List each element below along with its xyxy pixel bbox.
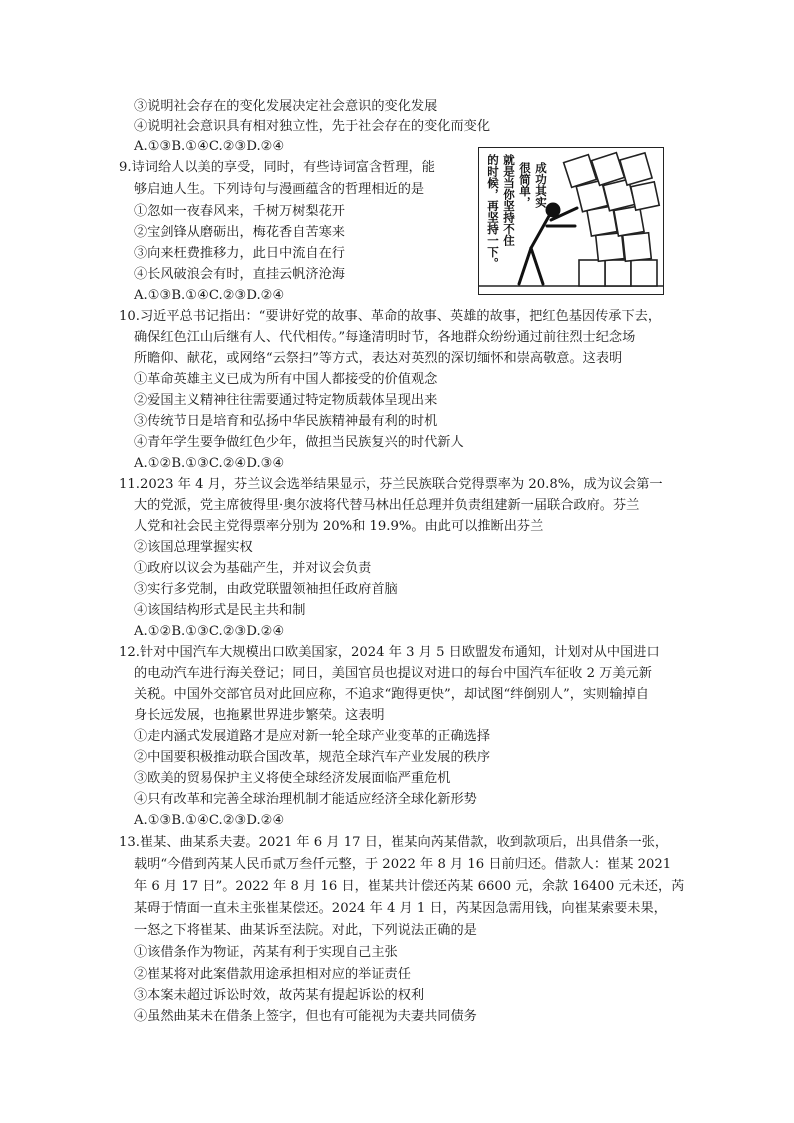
q9-answers: A.①③B.①④C.②③D.②④ xyxy=(134,288,285,303)
q13-option-1: ①该借条作为物证，芮某有利于实现自己主张 xyxy=(134,945,398,960)
q12-option-3: ③欧美的贸易保护主义将使全球经济发展面临严重危机 xyxy=(134,771,451,786)
cartoon-illustration xyxy=(479,148,663,294)
q12-stem-line1: 12.针对中国汽车大规模出口欧美国家，2024 年 3 月 5 日欧盟发布通知，计划对从中国进口 xyxy=(119,645,660,660)
q13-option-2: ②崔某将对此案借款用途承担相对应的举证责任 xyxy=(134,967,411,982)
q11-stem-line1: 11.2023 年 4 月，芬兰议会选举结果显示，芬兰民族联合党得票率为 20.8%，成为议会第一 xyxy=(119,477,663,492)
q9-option-1: ①忽如一夜春风来，千树万树梨花开 xyxy=(134,204,345,219)
q12-option-2: ②中国要积极推动联合国改革，规范全球汽车产业发展的秩序 xyxy=(134,750,491,765)
q10-stem-line1: 10.习近平总书记指出：“要讲好党的故事、革命的故事、英雄的故事，把红色基因传承下去， xyxy=(119,309,662,324)
q10-stem-line3: 所瞻仰、献花，或网络“云祭扫”等方式，表达对英烈的深切缅怀和崇高敬意。这表明 xyxy=(134,351,623,366)
q10-answers: A.①②B.①③C.②④D.③④ xyxy=(134,456,285,471)
q9-option-3: ③向来枉费推移力，此日中流自在行 xyxy=(134,246,345,261)
q9-option-2: ②宝剑锋从磨砺出，梅花香自苦寒来 xyxy=(134,225,345,240)
q10-option-1: ①革命英雄主义已成为所有中国人都接受的价值观念 xyxy=(134,372,438,387)
q11-answers: A.①②B.①③C.②③D.②④ xyxy=(134,624,285,639)
q13-stem-line4: 某碍于情面一直未主张崔某偿还。2024 年 4 月 1 日，芮某因急需用钱，向崔某索要未果， xyxy=(134,901,667,916)
q13-stem-line1: 13.崔某、曲某系夫妻。2021 年 6 月 17 日，崔某向芮某借款，收到款项后，出具借条一张， xyxy=(119,835,669,850)
q9-cartoon xyxy=(478,147,664,295)
q8-answers: A.①③B.①④C.②③D.②④ xyxy=(134,139,285,154)
q13-option-4: ④虽然曲某未在借条上签字，但也有可能视为夫妻共同债务 xyxy=(134,1009,477,1024)
q12-answers: A.①③B.①④C.②③D.②④ xyxy=(134,813,285,828)
q12-stem-line3: 关税。中国外交部官员对此回应称，不追求“跑得更快”，却试图“绊倒别人”，实则输掉自 xyxy=(134,687,649,702)
q10-stem-line2: 确保红色江山后继有人、代代相传。”每逢清明时节，各地群众纷纷通过前往烈士纪念场 xyxy=(134,330,636,345)
q12-stem-line4: 身长远发展，也拖累世界进步繁荣。这表明 xyxy=(134,708,385,723)
q11-option-2: ②该国总理掌握实权 xyxy=(134,540,253,555)
q13-option-3: ③本案未超过诉讼时效，故芮某有提起诉讼的权利 xyxy=(134,988,425,1003)
q11-option-4: ④该国结构形式是民主共和制 xyxy=(134,603,306,618)
q13-stem-line2: 载明“今借到芮某人民币贰万叁仟元整，于 2022 年 8 月 16 日前归还。借款人：崔某 2021 xyxy=(134,857,672,872)
q11-option-3: ③实行多党制，由政党联盟领袖担任政府首脑 xyxy=(134,582,398,597)
q13-stem-line5: 一怒之下将崔某、曲某诉至法院。对此，下列说法正确的是 xyxy=(134,923,477,938)
q12-option-4: ④只有改革和完善全球治理机制才能适应经济全球化新形势 xyxy=(134,792,477,807)
q8-option-4: ④说明社会意识具有相对独立性，先于社会存在的变化而变化 xyxy=(134,119,491,134)
q11-option-1: ①政府以议会为基础产生，并对议会负责 xyxy=(134,561,372,576)
q9-option-4: ④长风破浪会有时，直挂云帆济沧海 xyxy=(134,267,345,282)
cartoon-caption-col4: 的时候，再坚持一下。 xyxy=(486,154,500,269)
cartoon-caption-col3: 就是当你坚持不住 xyxy=(502,154,516,246)
q10-option-2: ②爱国主义精神往往需要通过特定物质载体呈现出来 xyxy=(134,393,438,408)
q9-stem-line1: 9.诗词给人以美的享受，同时，有些诗词富含哲理，能 xyxy=(119,160,435,175)
q12-stem-line2: 的电动汽车进行海关登记；同日，美国官员也提议对进口的每台中国汽车征收 2 万美元新 xyxy=(134,666,652,681)
stacked-boxes xyxy=(564,153,660,286)
q13-stem-line3: 年 6 月 17 日”。2022 年 8 月 16 日，崔某共计偿还芮某 6600 元，余款 16400 元未还，芮 xyxy=(134,879,685,894)
cartoon-caption-col1: 成功其实 xyxy=(534,162,548,208)
q10-option-3: ③传统节日是培育和弘扬中华民族精神最有利的时机 xyxy=(134,414,438,429)
q8-option-3: ③说明社会存在的变化发展决定社会意识的变化发展 xyxy=(134,99,438,114)
q10-option-4: ④青年学生要争做红色少年，做担当民族复兴的时代新人 xyxy=(134,435,464,450)
cartoon-caption-col2: 很简单， xyxy=(518,162,532,208)
q11-stem-line2: 大的党派，党主席彼得里·奥尔波将代替马林出任总理并负责组建新一届联合政府。芬兰 xyxy=(134,498,640,513)
q11-stem-line3: 人党和社会民主党得票率分别为 20%和 19.9%。由此可以推断出芬兰 xyxy=(134,519,544,534)
pushing-person xyxy=(519,204,577,284)
q12-option-1: ①走内涵式发展道路才是应对新一轮全球产业变革的正确选择 xyxy=(134,729,491,744)
q9-stem-line2: 够启迪人生。下列诗句与漫画蕴含的哲理相近的是 xyxy=(134,182,425,197)
